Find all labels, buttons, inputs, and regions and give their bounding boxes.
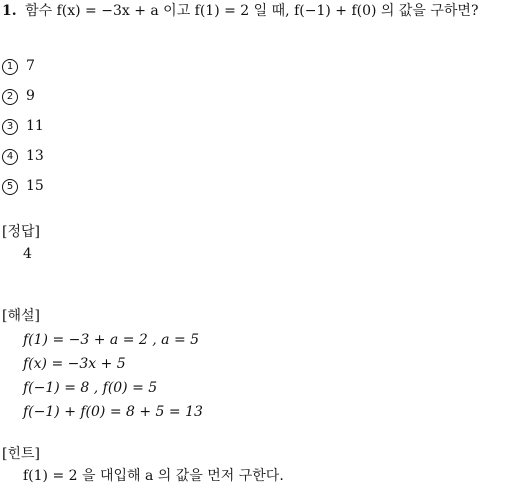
- choice-5: [2, 176, 44, 196]
- choice-4: [2, 146, 44, 166]
- answer-value: 4: [23, 246, 32, 262]
- answer-label: [정답]: [2, 224, 40, 240]
- choice-marker: 3: [2, 119, 18, 135]
- choice-value: 9: [26, 88, 35, 104]
- choice-3: [2, 116, 44, 136]
- question: [2, 0, 478, 22]
- choice-value: 15: [26, 178, 44, 194]
- explanation-line-4: f(−1) + f(0) = 8 + 5 = 13: [23, 404, 203, 420]
- choice-2: [2, 86, 35, 106]
- choice-value: 13: [26, 148, 44, 164]
- choice-value: 11: [26, 118, 44, 134]
- hint-label: [힌트]: [2, 446, 40, 462]
- choice-marker: 1: [2, 59, 18, 75]
- choice-value: 7: [26, 58, 35, 74]
- hint-text: f(1) = 2 을 대입해 a 의 값을 먼저 구한다.: [23, 468, 284, 484]
- choice-marker: 5: [2, 179, 18, 195]
- choice-marker: 2: [2, 89, 18, 105]
- explanation-line-3: f(−1) = 8 , f(0) = 5: [23, 380, 158, 396]
- explanation-line-1: f(1) = −3 + a = 2 , a = 5: [23, 332, 200, 348]
- question-number: 1.: [2, 3, 17, 19]
- question-text: 함수 f(x) = −3x + a 이고 f(1) = 2 일 때, f(−1) + f(0) 의 값을 구하면?: [25, 3, 479, 19]
- explanation-line-2: f(x) = −3x + 5: [23, 356, 126, 372]
- explanation-label: [해설]: [2, 308, 40, 324]
- choice-1: [2, 56, 35, 76]
- choice-marker: 4: [2, 149, 18, 165]
